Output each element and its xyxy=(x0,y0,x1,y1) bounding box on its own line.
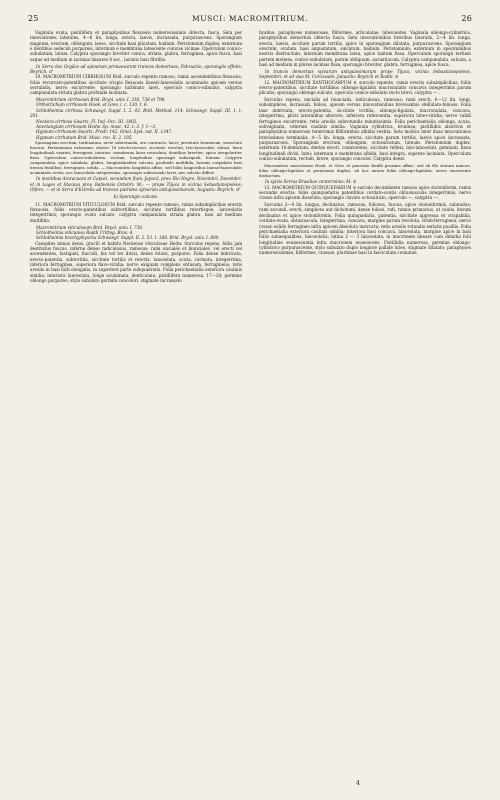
citation-left-5: Schlotheimia cirrhosa Schwaegr. Suppl. I. 2. 43. Brid. Method. 114. Schwaegr. Suppl. III. 1. t. 201. xyxy=(30,107,242,119)
paragraph-left-0: Vaginula ovata, pistillifera et paraphysibus flexuosis numerosissimis obtecta, fusca. Seta per innovationes laterales, 4—6 lin. longa, erecta, laevis, incrassata, purpurascens. Sporangium magnum, erectum, oblongum, laeve, siccitate basi plicatum, badium. Peristomium duplex; externum e dentibus sedecim purpureis, internum e membrana latescente conicae vicinae. Operculum conico-subulatum, latum. Calyptra sporangio breviter conica, striata, glabra, ferruginea, apice fusca, basi usque ad medium in lacinias lineares 8 sec., laciniis basi fibrillis. xyxy=(30,30,242,62)
citation-left-14: Macromitrium viticulosum Brid. Bryol. univ. I. 738. xyxy=(36,224,144,230)
paragraph-left-2: 10. MACROMITRIUM CIRRHOSUM Brid. surculo repente ramoso, ramis ascendentibus flexuosis; foliis recurvato-patentibus siccitate crispis flexuosis lineari-lanceolatis acuminatis apicem versus serrulatis, nervo excurrente; sporangio turbinato laevi, operculo conico-subulato, calyptra campanulata striata glabra profunde laciniata. xyxy=(30,74,242,96)
citation-left-4: Orthotrichum cirrhosum Hook. et Grev. l. c. 130. t. 6. xyxy=(36,102,148,108)
paragraph-right-2: 12. MACROMITRIUM XANTHOCARPUM ♀ surculo repente, ramis erectis subsimplicibus; foliis erecto-patentibus, siccitate tortilibus oblongo-ligulatis mucronulatis concavis integerrimis parum plicatis; sporangio oblongo sulcato, operculo conico-subulato recto brevi, calyptra — . xyxy=(259,79,471,96)
paragraph-right-0: hyalino; paraphyses numerosae, filiformes, articulatae, lutescentes. Vaginula oblongo-cylindrica, paraphysibus demortuis obtecta fusca. Seta innovationibus brevibus lateralis, 2—4 lin. longa, erecta, laevis, siccitate parum tortilis, apice in sporangium dilatata, purpurascens. Sporangium erectum, ovatum, basi angustatum, sulcatum, badium. Peristomium: externum in speciminibus nostris destructum; internum membrana latea, apice tantum fissa. Operculum sporangii tertiam partem metiens, conico-subulatum, parum obliquum, aurantiacum. Calyptra campanulata, sulcata, a basi ad medium in plures lacinias fissa, sporangio breviter, glabra, ferruginea, apice fusca. xyxy=(259,30,471,68)
citation-left-16: Schlotheimia brachyphyscha Schwaegr. Suppl. II. 2. 53. t. 188. Brid. Bryol. univ. I. 800. xyxy=(36,235,220,241)
right-column xyxy=(259,30,471,257)
running-title: MUSCI: MACROMITRIUM. xyxy=(191,14,309,23)
citation-left-11: In montibus Araracuara et Capuri, secundum flum. Japurá, prov. Rio Negro, Novembri, Decembri, et in Lages et Stacava prov. Bahiensis Octobri: M.; — prope Tijuca in vicinia Sebastianopoleos; Olfers; — et in Serra d'Estrella ad truncos putridos sylvarum antiquissimarum, Augusto: Beyrich. ♂ xyxy=(30,176,243,193)
citation-right-5: In sylvis Serras Brasiliae contorminis: M. ♀ xyxy=(265,179,357,185)
citation-left-9: Hypnum cirrhatum Brid. Musc. rec. II. 2. 185. xyxy=(36,134,133,140)
paragraph-right-4: Macromitrio microstomo Hook. et Grev. et punctato Raddi proxime affine, sed ab illo statura minore, foliis oblongo-ligulatis et peristomio duplici, ab hoc autem foliis oblongo-ligulatis, nervo excurrente distinctum. xyxy=(259,162,471,178)
citation-left-1: In Serra dos Orgãos ad spinarum primaevarum truncos demortuos, Februario, sporangiis effetis: Beyrich. ♂ xyxy=(30,63,242,74)
citation-right-1: In truncis demortuis sylvarum antiquissimarum prope Tijuca, vicinia Sebastianopoleos, Septembri, et ad vias M. Corcovado, Januario: Beyrich et Raddi. ♀ xyxy=(259,68,471,80)
paragraph-left-17: Caespites minus densi, gracili et habitu Neckerae viticulosae Hedw. Surculus repens, foliis jam destitutus fuscus, inferne dense radiculosus, ramosus; rami uncialés et biunciales, vel erecti vel ascendentes, fastigiati, flaccidi, his vel ter divisi, dense foliosi, purpurei. Folia dense imbricata, erecto-patentia, subtortilia, siccitate tortilis et retorta, lanceolata, acuta, carinata, integerrima, inferiora ferruginea, superiora flavo-viridia; nervo exiguam complens obtusum, ferrugineus; retis areolis in basi fulti elongatis, in superiore parte subquadratis. Folia perichaetialia exteriora caulinis similia; interiora lanceolata, longe acuminata, denticulata; pistillifera numerosa, 17—20; germine oblongo purpureo, stylo subulato germini concolori, stigmate incrassato xyxy=(30,240,242,284)
citation-left-6: Neckera cirrhosa Swartz. Fl. Ind. Occ. III. 1802. xyxy=(36,118,138,124)
left-page-number: 25 xyxy=(28,14,39,23)
citation-left-8: Hypnum cirrhosum Swartz. Prodr. 142. Gmel. Syst. nat. II. 1347. xyxy=(36,129,173,135)
citation-left-15: Schlotheimia viticulosa Raddi Crittog. Bras. 4. xyxy=(36,229,134,235)
citation-left-3: Macromitrium cirrhosum Brid. Bryol. univ. I. 316, 738 et 798. xyxy=(36,97,166,103)
signature-mark: 4 xyxy=(356,780,360,787)
paragraph-left-10: Sporangium erectum, turbinatum, arcte subrotunda, ore contracto, laevi; juventute brunneum, senectute fuscum. Peristomium externum: dentes 16 erecto-recurvi, siccitate revoluti, lato-lanceolati, obtusi, linea longitudinali exarati, ferruginei; interius: membrana latea reticulata, dentibus breviter, apice irregulariter fissa. Operculum conico-subulatum, rectum, longitudine sporangii subaequali, luteum. Calyptra campanulata, apice subulata, glabra, longitudinaliter sulcata, profunde multifida, laciniis cuspidatis basi iterum fissilibus, ferruginea, nitida. — Macromitrio longifolio affine, sed foliis longioribus lineari-lanceolatis acuminatis rectis, nec lanceolatis integerrimis, sporangio subrotundo laevi, nec sulcato differt. xyxy=(30,139,242,175)
citation-left-7: Anectangium cirrhosum Hedw. Sp. musc. 42. t. 3. f. 1—3. xyxy=(36,123,157,129)
left-column xyxy=(30,30,242,285)
paragraph-right-3: Surculus repens, uncialis ad biuncialis, radiculosus, ramosus; rami erecti, 6—12 lin. longi, subsimplices, incrassati, foliosi, apicem versus innovationibus brevissimis stellulato-foliosis. Folia laxe imbricata, erecto-patentia, siccitate tortilia, oblongo-ligulata, mucronulata, concava, integerrima, plicis lateralibus alterave, inferiora rufescentia, superiora luteo-viridia; nervo validi ferrugineo excurrente; retis areolis subrotundis minutissimis. Folia perichaetialia oblonga, acuta, subvaginata, ceterum caulinis similia. Vaginula cylindrica, brunnea, pistillidiis abortivis et paraphysibus numerosis tenerrimis filiformibus albidis vestita. Seta modica inter duas innovationes brevissimas terminalis, 4—5 lin. longa, erecta, siccitate parum tortilis, laevis apice incrassata, purpurascens. Sporangium erectum, oblongum, octosulcatum, luteum. Peristomium duplex, externum 16-dentatum: dentes erecti, conniventes, siccitate reflexi, lato-lanceolati, geminati, linea longitudinali divisi, lutei; internum e membrana albida, basi integra, superne laciniata. Operculum conico-subulatum, rectum, breve, sporangio concolor. Calyptra deest. xyxy=(259,97,471,161)
right-page-number: 26 xyxy=(461,14,472,23)
paragraph-left-13: 11. MACROMITRIUM VITICULOSUM Brid. surculo repente ramoso, ramis subsimplicibus erectis flexuosis, foliis erecto-patentibus subtortilibus, siccitate tortilibus retortisque, lanceolatis integerrimis; sporangio ovato sulcato, calyptra campanulata striata glabra, basi ad medium multifida. xyxy=(30,201,242,223)
subsection-heading-left-12: b) Sporangio sulcato. xyxy=(113,194,159,200)
paragraph-right-6: 13. MACROMITRIUM QUINQUEFARIUM ♀ surculo decumbente ramoso apice stoloniformi, ramis secundis erectis; foliis quinquefariis patentibus cordato-ovatis obtusiusculis integerrimis, nervo crasso infra apicem dissoluto; sporangio clavato octosulcato, operculo —, calyptra —. xyxy=(259,184,471,201)
page-header xyxy=(28,14,472,23)
paragraph-right-7: Surculus 2—4 lin. longus, declinatus, ramosus, foliosus, fuscus, apice stoloniformis, subnudus; rami secundi, erecti, simplices aut dichotomi, dense foliosi, rufi, ramus primarius, ut caulis, iterum declinatus et apice stoloniformis. Folia quinquefaria, patentia, siccitate appressa et crispabilia, cordato-ovata, obtusiuscula, integerrima, concava, margine parum revoluta, viridi-ferruginea; nervo crasso solido ferrugineo infra apicem dissoluto instructa; retis areolis rotundis seriatis pusillis. Folia perichaetialia exteriora caulinis similia; interiora basi concava, lanceolata, margine apice in basi foliis subaequalibus, lanceolatis; latina 2 — 3 lanceolata, in mucronem lineare cum dimidia folii longitudine evanescentia infra mucronem evanescens. Pistillidia numerosa, germine oblongo-cylindrico purpurascente, stylo subulato duplo longiore pallide luteo, stigmate dilatato; paraphyses numerosissimae, filiformes, crassae, pluriimae basi in fasciculum connatae, xyxy=(259,202,471,256)
